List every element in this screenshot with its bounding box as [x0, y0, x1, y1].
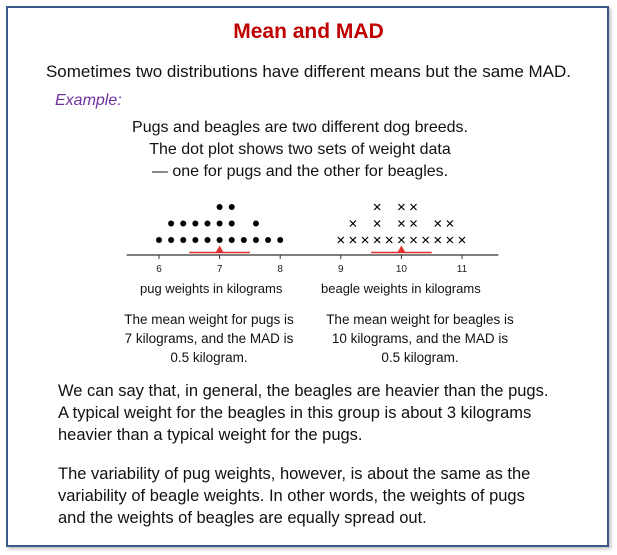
beagle-weight-cross: [386, 237, 392, 243]
pug-weight-dot: [253, 221, 259, 227]
beagle-stats: [312, 310, 528, 367]
dot-plot: [0, 195, 617, 275]
description-line-1: Pugs and beagles are two different dog breeds.: [132, 119, 468, 136]
pug-mean-marker: [216, 246, 224, 253]
pug-weight-dot: [229, 237, 235, 243]
description-line-3: — one for pugs and the other for beagles.: [151, 163, 449, 180]
variability-paragraph: [58, 463, 530, 529]
axis-tick-label: 10: [395, 264, 407, 275]
variability-line-1: The variability of pug weights, however, is about the same as the: [58, 465, 531, 483]
beagle-stats-line-3: 0.5 kilogram.: [381, 350, 459, 365]
page-title: Mean and MAD: [233, 20, 384, 43]
axis-tick-label: 6: [156, 264, 162, 275]
beagle-weight-cross: [411, 204, 417, 210]
beagle-weight-cross: [435, 221, 441, 227]
beagle-weight-cross: [435, 237, 441, 243]
pug-weight-dot: [204, 221, 210, 227]
beagle-weight-cross: [411, 237, 417, 243]
pug-weight-dot: [229, 204, 235, 210]
pug-weight-dot: [192, 221, 198, 227]
beagle-stats-line-2: 10 kilograms, and the MAD is: [331, 331, 509, 346]
example-label: Example:: [55, 92, 122, 109]
pug-weight-dot: [192, 237, 198, 243]
pug-weight-dot: [217, 204, 223, 210]
beagle-weight-cross: [374, 237, 380, 243]
description-line-2: The dot plot shows two sets of weight data: [149, 141, 451, 158]
pug-weight-dot: [168, 237, 174, 243]
pug-weight-dot: [156, 237, 162, 243]
conclusion-line-1: We can say that, in general, the beagles are heavier than the pugs.: [58, 382, 549, 400]
beagle-weight-cross: [459, 237, 465, 243]
pug-stats-line-1: The mean weight for pugs is: [124, 312, 294, 327]
pug-weight-dot: [217, 221, 223, 227]
beagle-weight-cross: [350, 221, 356, 227]
axis-tick-label: 8: [277, 264, 283, 275]
conclusion-paragraph: [58, 380, 548, 446]
pug-weight-dot: [229, 221, 235, 227]
conclusion-line-3: heavier than a typical weight for the pugs.: [58, 426, 363, 444]
beagle-weight-cross: [398, 237, 404, 243]
beagle-weight-cross: [362, 237, 368, 243]
pug-weight-dot: [168, 221, 174, 227]
beagle-weight-cross: [338, 237, 344, 243]
beagle-stats-line-1: The mean weight for beagles is: [326, 312, 514, 327]
beagle-weight-cross: [411, 221, 417, 227]
beagle-weight-cross: [350, 237, 356, 243]
pug-weight-dot: [241, 237, 247, 243]
axis-tick-label: 11: [456, 264, 468, 275]
pug-axis-caption: pug weights in kilograms: [140, 281, 283, 296]
pug-weight-dot: [217, 237, 223, 243]
axis-tick-label: 9: [338, 264, 344, 275]
pug-weight-dot: [180, 221, 186, 227]
pug-stats-line-3: 0.5 kilogram.: [170, 350, 248, 365]
beagle-mean-marker: [397, 246, 405, 253]
pug-weight-dot: [204, 237, 210, 243]
beagle-weight-cross: [374, 204, 380, 210]
pug-weight-dot: [277, 237, 283, 243]
beagle-weight-cross: [398, 204, 404, 210]
beagle-weight-cross: [398, 221, 404, 227]
beagle-weight-cross: [374, 221, 380, 227]
pug-weight-dot: [180, 237, 186, 243]
beagle-weight-cross: [423, 237, 429, 243]
intro-text: Sometimes two distributions have different means but the same MAD.: [45, 62, 572, 81]
variability-line-3: and the weights of beagles are equally spread out.: [58, 509, 427, 527]
beagle-weight-cross: [447, 221, 453, 227]
conclusion-line-2: A typical weight for the beagles in this group is about 3 kilograms: [58, 404, 532, 422]
pug-stats-line-2: 7 kilograms, and the MAD is: [124, 331, 294, 346]
beagle-axis-caption: beagle weights in kilograms: [321, 281, 481, 296]
pug-weight-dot: [253, 237, 259, 243]
pug-weight-dot: [265, 237, 271, 243]
pug-stats: [106, 310, 312, 367]
variability-line-2: variability of beagle weights. In other words, the weights of pugs: [58, 487, 525, 505]
axis-tick-label: 7: [216, 264, 223, 275]
beagle-weight-cross: [447, 237, 453, 243]
